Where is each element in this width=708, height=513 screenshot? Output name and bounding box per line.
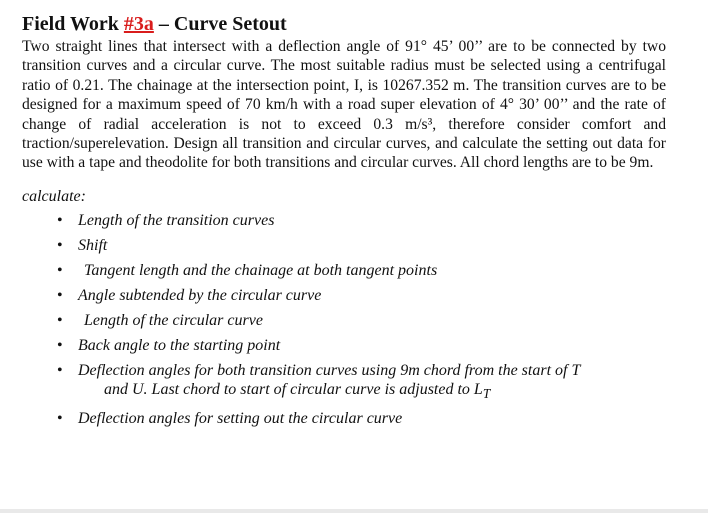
title-prefix: Field Work [22,13,124,35]
list-item [22,311,666,330]
page-bottom-divider [0,509,708,513]
bullet-icon: • [57,211,63,229]
bullet-icon: • [57,311,63,329]
bullet-icon: • [57,286,63,304]
task-text: Length of the transition curves [78,211,275,229]
bullet-icon: • [57,361,63,379]
task-text: Length of the circular curve [84,311,263,329]
list-item [22,336,666,355]
list-item [22,361,666,403]
task-text: Tangent length and the chainage at both tangent points [84,261,438,279]
task-list [22,211,666,428]
list-item [22,409,666,428]
task-text: Deflection angles for both transition curves using 9m chord from the start of T [78,361,581,379]
title-suffix: – Curve Setout [153,13,287,35]
subscript-t: T [482,386,491,402]
task-text: Shift [78,236,108,254]
list-item [22,261,666,280]
page-title [22,12,666,37]
list-item [22,211,666,230]
bullet-icon: • [57,261,63,279]
problem-statement: Two straight lines that intersect with a deflection angle of 91° 45’ 00’’ are to be connected by two transition curves and a circular curve. The most suitable radius must be selected using a centrifugal ratio of 0.21. The chainage at the intersection point, I, is 10267.352 m. The transition curves are to be designed for a maximum speed of 70 km/h with a road super elevation of 4° 30’ 00’’ and the rate of change of radial acceleration is not to exceed 0.3 m/s³, therefore consider comfort and traction/superelevation. Design all transition and circular curves, and calculate the setting out data for use with a tape and theodolite for both transitions and circular curves. All chord lengths are to be 9m. [22,38,666,172]
bullet-icon: • [57,336,63,354]
field-work-link[interactable]: #3a [123,13,154,35]
task-continuation-text: and U. Last chord to start of circular curve is adjusted to L [104,380,483,398]
task-text: Back angle to the starting point [78,336,281,354]
bullet-icon: • [57,410,63,428]
list-item [22,236,666,255]
task-text: Angle subtended by the circular curve [78,286,322,304]
bullet-icon: • [57,236,63,254]
calculate-heading: calculate: [22,187,86,205]
task-text: Deflection angles for setting out the circular curve [78,410,403,428]
list-item [22,286,666,305]
task-continuation [78,380,666,403]
document-page [22,12,666,434]
